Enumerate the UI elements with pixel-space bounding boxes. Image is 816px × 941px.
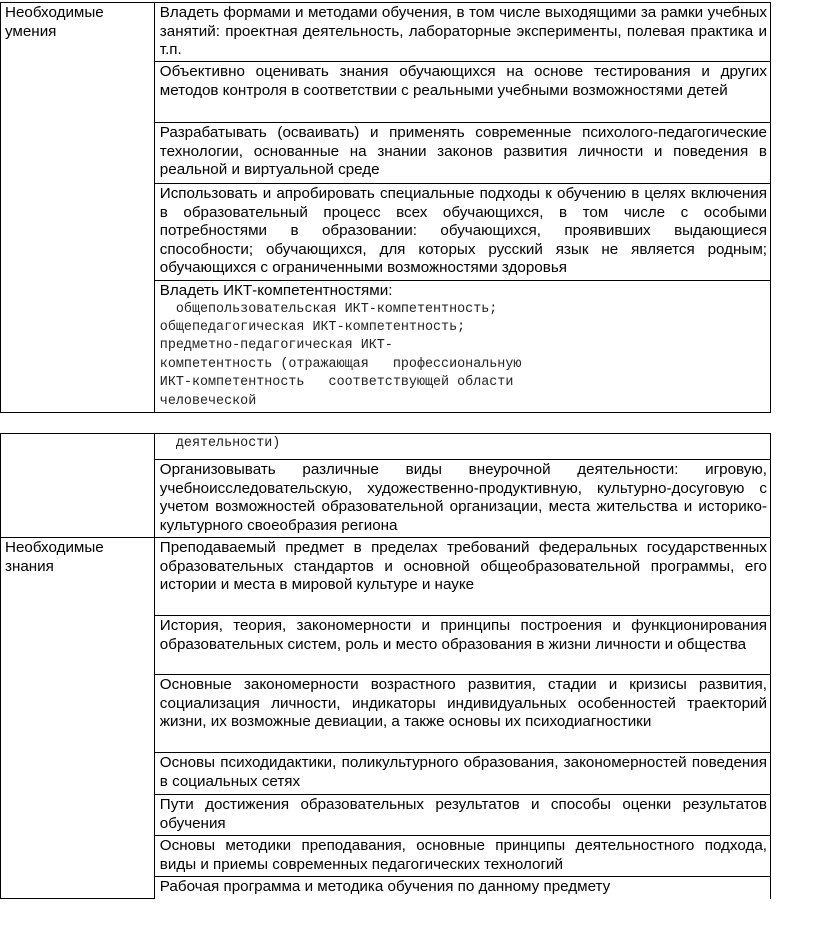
knowledge-label: Необходимые знания	[1, 538, 155, 899]
ict-line-4: компетентность (отражающая профессиональную	[159, 356, 522, 372]
skill-row-extracurricular: Организовывать различные виды внеурочной деятельности: игровую, учебноисследовательскую, художественно-продуктивную, культурно-досуговую с учетом возможностей образовательной организации, места жительства и историко-культурного своеобразия региона	[154, 460, 770, 538]
skills-knowledge-table-part2	[0, 433, 771, 899]
skill-row-3: Разрабатывать (осваивать) и применять современные психолого-педагогические технологии, основанные на знании законов развития личности и поведения в реальной и виртуальной среде	[154, 123, 770, 184]
ict-line-5: ИКТ-компетентность соответствующей области	[159, 375, 514, 391]
ict-continuation	[154, 434, 770, 460]
skill-row-4: Использовать и апробировать специальные подходы к обучению в целях включения в образовательный процесс всех обучающихся, в том числе с особыми потребностями в образовании: обучающихся, проявивших выдающиеся способности; обучающихся, для которых русский язык не является родным; обучающихся с ограниченными возможностями здоровья	[154, 184, 770, 281]
ict-line-2: общепедагогическая ИКТ-компетентность;	[159, 320, 466, 335]
ict-line-3: предметно-педагогическая ИКТ-	[159, 338, 393, 354]
knowledge-row-2: История, теория, закономерности и принципы построения и функционирования образовательных систем, роль и место образования в жизни личности и общества	[154, 616, 770, 675]
knowledge-row-3: Основные закономерности возрастного развития, стадии и кризисы развития, социализация личности, индикаторы индивидуальных особенностей траекторий жизни, их возможные девиации, а также основы их психодиагностики	[154, 675, 770, 753]
knowledge-row-4: Основы психодидактики, поликультурного образования, закономерностей поведения в социальных сетях	[154, 753, 770, 795]
ict-line-1: общепользовательская ИКТ-компетентность;	[159, 301, 498, 317]
skills-label: Необходимые умения	[1, 3, 155, 413]
ict-line-6: человеческой	[159, 393, 257, 409]
skills-table-part1	[0, 2, 771, 413]
knowledge-row-7: Рабочая программа и методика обучения по данному предмету	[154, 877, 770, 899]
ict-heading: Владеть ИКТ-компетентностями:	[159, 282, 393, 299]
skill-row-ict	[154, 281, 770, 413]
knowledge-row-6: Основы методики преподавания, основные принципы деятельностного подхода, виды и приемы современных педагогических технологий	[154, 836, 770, 877]
knowledge-row-5: Пути достижения образовательных результатов и способы оценки результатов обучения	[154, 795, 770, 836]
skill-row-1: Владеть формами и методами обучения, в том числе выходящими за рамки учебных занятий: проектная деятельность, лабораторные эксперименты, полевая практика и т.п.	[154, 3, 770, 62]
knowledge-row-1: Преподаваемый предмет в пределах требований федеральных государственных образовательных стандартов и основной общеобразовательной программы, его истории и места в мировой культуре и науке	[154, 538, 770, 616]
skill-row-2: Объективно оценивать знания обучающихся на основе тестирования и других методов контроля в соответствии с реальными учебными возможностями детей	[154, 62, 770, 123]
ict-continuation-text: деятельности)	[159, 436, 281, 451]
skills-label-continued	[1, 434, 155, 538]
